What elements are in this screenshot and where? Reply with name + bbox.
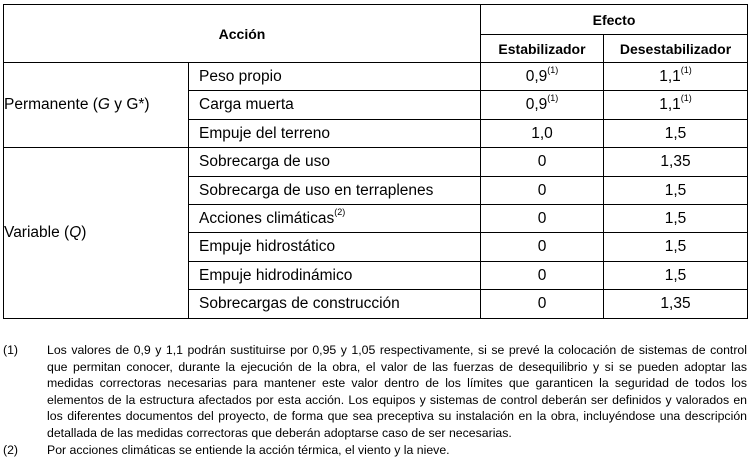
row-accion: Sobrecarga de uso en terraplenes bbox=[189, 176, 481, 204]
row-accion: Sobrecargas de construcción bbox=[189, 290, 481, 318]
row-estabilizador: 0 bbox=[481, 233, 604, 261]
row-accion: Carga muerta bbox=[189, 91, 481, 119]
row-desestabilizador: 1,1$^{(1)}$ bbox=[604, 91, 748, 119]
footnotes bbox=[3, 342, 747, 460]
row-accion: Empuje hidrodinámico bbox=[189, 261, 481, 289]
row-estabilizador: 0 bbox=[481, 204, 604, 232]
header-desestabilizador: Desestabilizador bbox=[604, 35, 748, 63]
group-label-variable: Variable (Q) bbox=[4, 148, 189, 318]
row-desestabilizador: 1,1$^{(1)}$ bbox=[604, 63, 748, 91]
row-accion: Sobrecarga de uso bbox=[189, 148, 481, 176]
footnote bbox=[3, 442, 747, 459]
footnote-marker: (2) bbox=[3, 443, 19, 457]
row-desestabilizador: 1,35 bbox=[604, 148, 748, 176]
row-estabilizador: 0 bbox=[481, 148, 604, 176]
row-accion: Empuje del terreno bbox=[189, 119, 481, 147]
footnote-text: Por acciones climáticas se entiende la acción térmica, el viento y la nieve. bbox=[47, 443, 450, 457]
row-accion: Acciones climáticas$^{(2)}$ bbox=[189, 204, 481, 232]
row-desestabilizador: 1,35 bbox=[604, 290, 748, 318]
row-accion: Peso propio bbox=[189, 63, 481, 91]
header-efecto: Efecto bbox=[481, 5, 748, 35]
header-accion: Acción bbox=[4, 5, 481, 63]
row-estabilizador: 0,9$^{(1)}$ bbox=[481, 91, 604, 119]
group-label-permanente: Permanente (G y G*) bbox=[4, 63, 189, 148]
row-estabilizador: 0,9$^{(1)}$ bbox=[481, 63, 604, 91]
header-estabilizador: Estabilizador bbox=[481, 35, 604, 63]
coefficients-table bbox=[3, 4, 748, 319]
row-estabilizador: 0 bbox=[481, 290, 604, 318]
footnote-marker: (1) bbox=[3, 343, 19, 357]
table-row bbox=[4, 63, 748, 91]
row-estabilizador: 1,0 bbox=[481, 119, 604, 147]
table-row bbox=[4, 148, 748, 176]
row-desestabilizador: 1,5 bbox=[604, 233, 748, 261]
row-desestabilizador: 1,5 bbox=[604, 119, 748, 147]
row-desestabilizador: 1,5 bbox=[604, 176, 748, 204]
row-desestabilizador: 1,5 bbox=[604, 261, 748, 289]
footnote-text: Los valores de 0,9 y 1,1 podrán sustituirse por 0,95 y 1,05 respectivamente, si se prevé la colocación de sistemas de control que permitan conocer, durante la ejecución de la obra, el valor de las fuerzas de desequilibrio y si se pueden adoptar las medidas correctoras necesarias para mantener este valor dentro de los límites que garanticen la seguridad de todos los elementos de la estructura afectados por esta acción. Los equipos y sistemas de control deberán ser definidos y valorados en los diferentes documentos del proyecto, de forma que sea preceptiva su instalación en la obra, incluyéndose una descripción detallada de las medidas correctoras que deberán adoptarse caso de ser necesarias. bbox=[47, 343, 747, 440]
row-desestabilizador: 1,5 bbox=[604, 204, 748, 232]
footnote bbox=[3, 342, 747, 441]
row-estabilizador: 0 bbox=[481, 261, 604, 289]
row-estabilizador: 0 bbox=[481, 176, 604, 204]
row-accion: Empuje hidrostático bbox=[189, 233, 481, 261]
